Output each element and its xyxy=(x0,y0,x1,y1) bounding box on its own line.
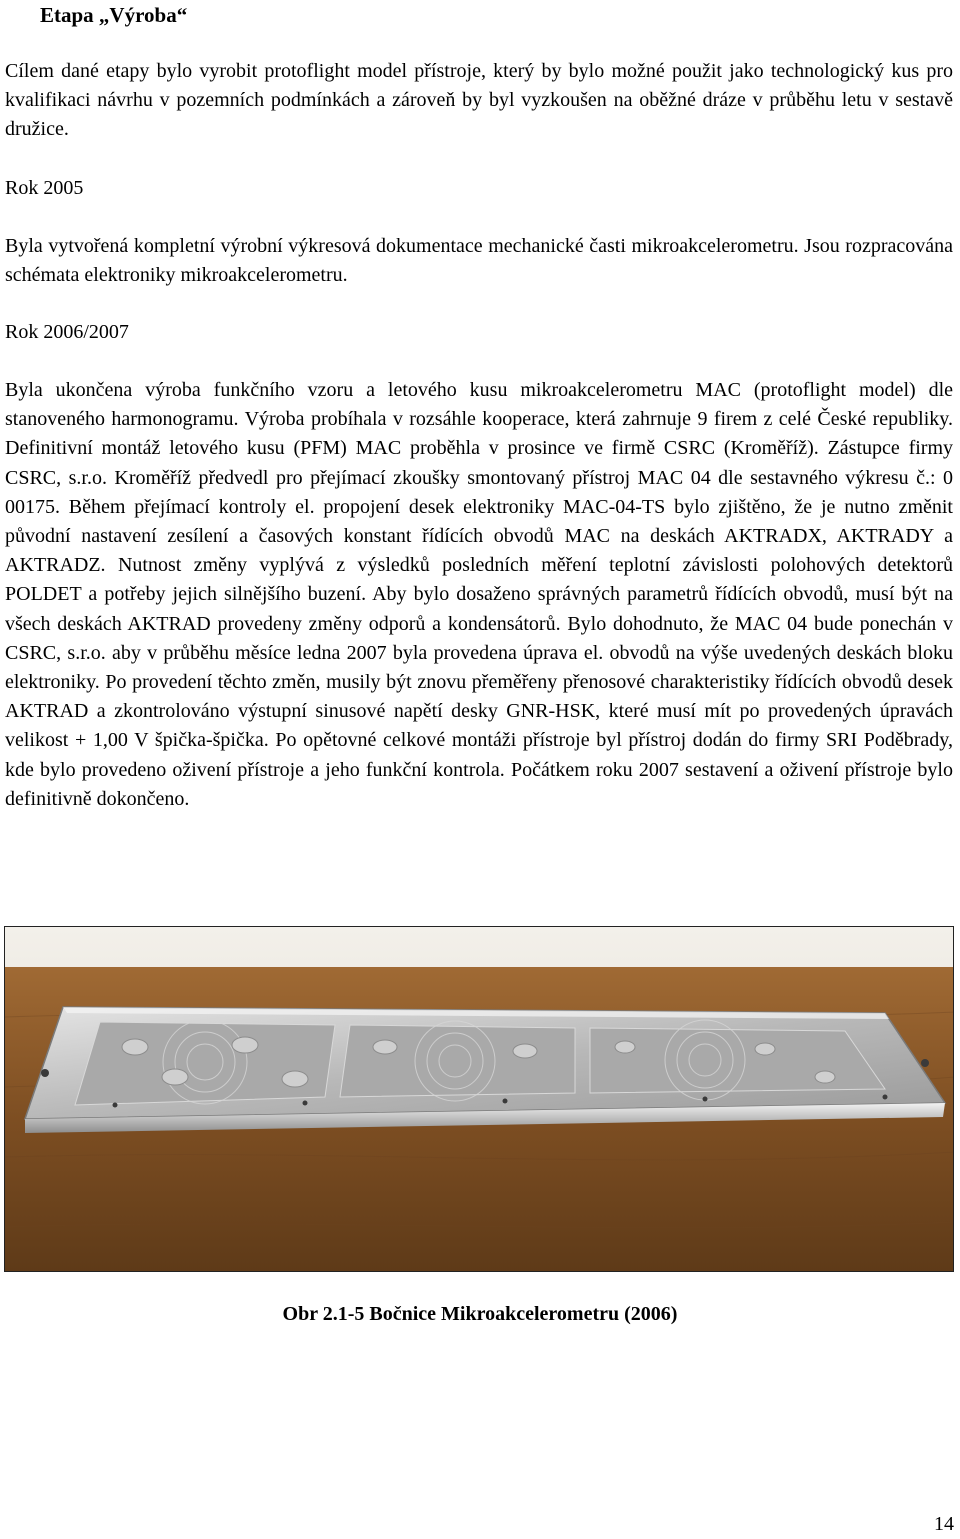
year-heading-2006-2007: Rok 2006/2007 xyxy=(5,321,129,343)
aluminium-frame-photo xyxy=(5,927,954,1272)
figure-caption: Obr 2.1-5 Bočnice Mikroakcelerometru (2006) xyxy=(282,1303,678,1325)
year-heading-2005: Rok 2005 xyxy=(5,177,84,199)
paragraph-2006-2007: Byla ukončena výroba funkčního vzoru a letového kusu mikroakcelerometru MAC (protoflight model) dle stanoveného harmonogramu. Výroba probíhala v rozsáhle kooperace, která zahrnuje 9 firem z celé České republiky. Definitivní montáž letového kusu (PFM) MAC proběhla v prosince ve firmě CSRC (Kroměříž). Zástupce firmy CSRC, s.r.o. Kroměříž předvedl pro přejímací zkoušky smontovaný přístroj MAC 04 dle sestavného výkresu č.: 0 00175. Během přejímací kontroly el. propojení desek elektroniky MAC-04-TS bylo zjištěno, že je nutno změnit původní nastavení zesílení a časových konstant řídících obvodů MAC na deskách AKTRADX, AKTRADY a AKTRADZ. Nutnost změny vyplývá z výsledků posledních měření teplotní závislosti polohových detektorů POLDET a potřeby jejich silnějšího buzení. Aby bylo dosaženo správných parametrů řídících obvodů, musí být na všech deskách AKTRAD provedeny změny odporů a kondensátorů. Bylo dohodnuto, že MAC 04 bude ponechán v CSRC, s.r.o. aby v průběhu měsíce ledna 2007 byla provedena úprava el. obvodů na výše uvedených deskách bloku elektroniky. Po provedení těchto změn, musily být znovu přeměřeny přenosové charakteristiky řídících obvodů desek AKTRAD a zkontrolováno výstupní sinusové napětí desky GNR-HSK, které musí mít po provedených úpravách velikost + 1,00 V špička-špička. Po opětovné celkové montáži přístroje byl přístroj dodán do firmy SRI Poděbrady, kde bylo provedeno oživení přístroje a jeho funkční kontrola. Počátkem roku 2007 sestavení a oživení přístroje bylo definitivně dokončeno. xyxy=(5,379,953,810)
paragraph-2005: Byla vytvořená kompletní výrobní výkresová dokumentace mechanické časti mikroakcelerometru. Jsou rozpracována schémata elektroniky mikroakcelerometru. xyxy=(5,235,953,287)
section-heading: Etapa „Výroba“ xyxy=(40,3,188,27)
page-number: 14 xyxy=(934,1513,954,1535)
intro-paragraph: Cílem dané etapy bylo vyrobit protoflight model přístroje, který by bylo možné použit jako technologický kus pro kvalifikaci návrhu v pozemních podmínkách a zároveň by byl vyzkoušen na oběžné dráze v průběhu letu v sestavě družice. xyxy=(5,60,953,141)
figure-photo xyxy=(4,926,954,1272)
